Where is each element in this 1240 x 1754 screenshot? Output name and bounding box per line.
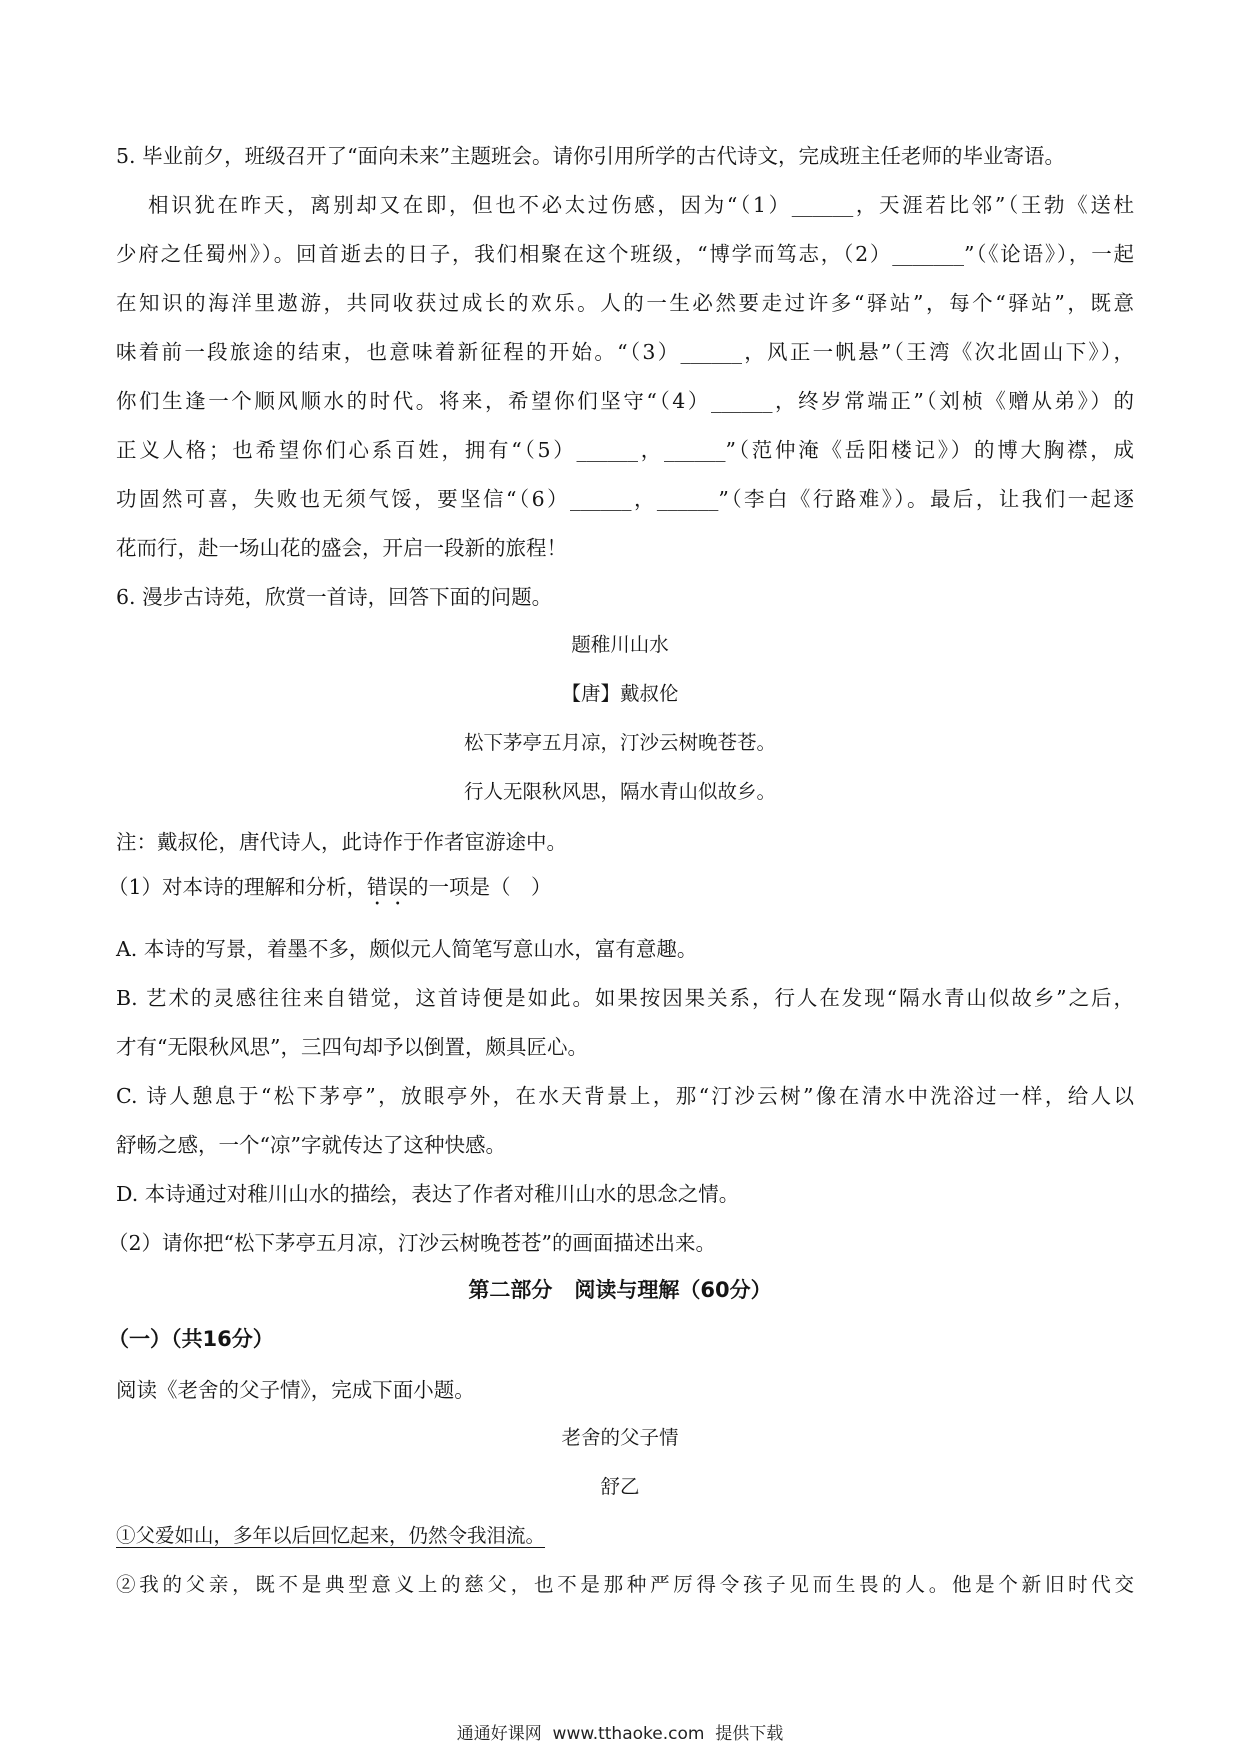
article-author: 舒乙 <box>600 1475 640 1498</box>
q5-line-6: 正义人格；也希望你们心系百姓，拥有“（5）______，______”（范仲淹《岳阳楼记》）的博大胸襟，成 <box>116 438 1134 462</box>
q5-line-7: 功固然可喜，失败也无须气馁，要坚信“（6）______，______”（李白《行路难》）。最后，让我们一起逐 <box>116 487 1134 511</box>
q6-sub1-text: （1）对本诗的理解和分析， <box>108 875 368 899</box>
poem-author: 【唐】戴叔伦 <box>561 682 679 705</box>
q6-prompt: 6. 漫步古诗苑，欣赏一首诗，回答下面的问题。 <box>116 585 553 609</box>
option-d: D. 本诗通过对稚川山水的描绘，表达了作者对稚川山水的思念之情。 <box>116 1182 740 1206</box>
article-para-1 <box>116 1520 545 1548</box>
footer-source: 通通好课网 www.tthaoke.com 提供下载 <box>456 1724 784 1744</box>
article-para-1-text: ①父爱如山，多年以后回忆起来，仍然令我泪流。 <box>116 1524 546 1547</box>
option-c-line-1: C. 诗人憩息于“松下茅亭”，放眼亭外，在水天背景上，那“汀沙云树”像在清水中洗浴过一样，给人以 <box>116 1084 1134 1108</box>
option-b-line-1: B. 艺术的灵感往往来自错觉，这首诗便是如此。如果按因果关系，行人在发现“隔水青山似故乡”之后， <box>116 986 1134 1010</box>
reading-instruction: 阅读《老舍的父子情》，完成下面小题。 <box>116 1378 475 1402</box>
q6-sub1 <box>108 870 552 910</box>
q5-line-8: 花而行，赴一场山花的盛会，开启一段新的旅程！ <box>116 536 567 560</box>
part2-title: 第二部分 阅读与理解（60分） <box>468 1278 772 1302</box>
q6-sub1-tail: 的一项是（ ） <box>408 875 552 899</box>
section-heading: （一）（共16分） <box>108 1327 274 1351</box>
q5-line-3: 在知识的海洋里遨游，共同收获过成长的欢乐。人的一生必然要走过许多“驿站”，每个“驿站”，既意 <box>116 291 1134 315</box>
poem-line-2: 行人无限秋风思，隔水青山似故乡。 <box>463 780 776 803</box>
option-b-line-2: 才有“无限秋风思”，三四句却予以倒置，颇具匠心。 <box>116 1035 588 1059</box>
option-a: A. 本诗的写景，着墨不多，颇似元人简笔写意山水，富有意趣。 <box>116 937 698 961</box>
option-c-line-2: 舒畅之感，一个“凉”字就传达了这种快感。 <box>116 1133 506 1157</box>
poem-note: 注：戴叔伦，唐代诗人，此诗作于作者宦游途中。 <box>116 830 567 854</box>
q6-sub1-emphasis: 错误 <box>367 875 409 899</box>
q5-line-1: 相识犹在昨天，离别却又在即，但也不必太过伤感，因为“（1）______，天涯若比邻”（王勃《送杜 <box>148 193 1134 217</box>
q5-line-5: 你们生逢一个顺风顺水的时代。将来，希望你们坚守“（4）______，终岁常端正”（刘桢《赠从弟》）的 <box>116 389 1134 413</box>
article-para-2: ②我的父亲，既不是典型意义上的慈父，也不是那种严厉得令孩子见而生畏的人。他是个新旧时代交 <box>116 1573 1134 1596</box>
q6-sub2: （2）请你把“松下茅亭五月凉，汀沙云树晚苍苍”的画面描述出来。 <box>108 1231 717 1255</box>
q5-prompt: 5. 毕业前夕，班级召开了“面向未来”主题班会。请你引用所学的古代诗文，完成班主任老师的毕业寄语。 <box>116 144 1066 168</box>
q5-line-2: 少府之任蜀州》）。回首逝去的日子，我们相聚在这个班级，“博学而笃志，（2）_______”（《论语》），一起 <box>116 242 1134 266</box>
article-title: 老舍的父子情 <box>561 1426 679 1449</box>
q5-line-4: 味着前一段旅途的结束，也意味着新征程的开始。“（3）______，风正一帆悬”（王湾《次北固山下》）， <box>116 340 1134 364</box>
poem-title: 题稚川山水 <box>571 633 669 656</box>
poem-line-1: 松下茅亭五月凉，汀沙云树晚苍苍。 <box>463 731 776 754</box>
